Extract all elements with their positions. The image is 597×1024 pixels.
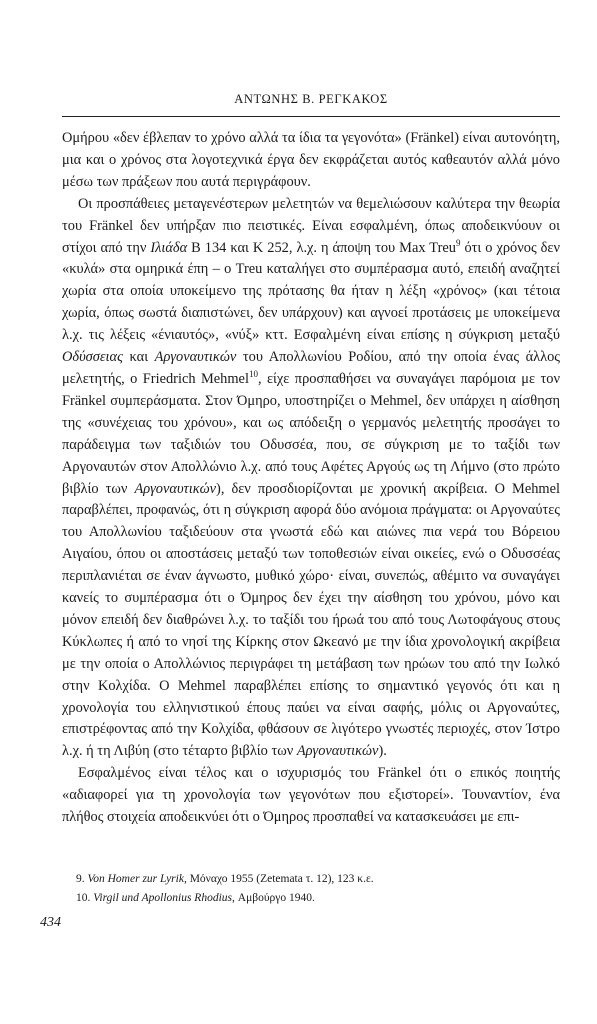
header-rule	[62, 116, 560, 117]
footnote-10: 10. Virgil und Apollonius Rhodius, Αμβούργο 1940.	[76, 892, 315, 904]
footnote-title: Virgil und Apollonius Rhodius	[93, 892, 233, 904]
paragraph-1: Ομήρου «δεν έβλεπαν το χρόνο αλλά τα ίδια τα γεγονότα» (Fränkel) είναι αυτονόητη, μια και ο χρόνος στα λογοτεχνικά έργα δεν εκφράζεται αυτός καθεαυτόν αλλά μόνο μέσω των πράξεων που αυτά περιγράφουν.	[62, 130, 560, 190]
page-number: 434	[40, 915, 61, 930]
body-text	[62, 128, 560, 829]
footnote-9: 9. Von Homer zur Lyrik, Μόναχο 1955 (Zetemata τ. 12), 123 κ.ε.	[76, 873, 374, 885]
work-title: Αργοναυτικών	[296, 743, 379, 760]
footnotes	[62, 870, 560, 908]
paragraph-3: Εσφαλμένος είναι τέλος και ο ισχυρισμός του Fränkel ότι ο επικός ποιητής «αδιαφορεί για τη χρονολογία των γεγονότων που εξιστορεί». Τουναντίον, ένα πλήθος στοιχεία αποδεικνύει ότι ο Όμηρος προσπαθεί να κατασκευάσει με επι-	[62, 765, 560, 826]
paragraph-2: Οι προσπάθειες μεταγενέστερων μελετητών να θεμελιώσουν καλύτερα την θεωρία του Fränkel δεν υπήρξαν πιο πειστικές. Είναι εσφαλμένη, όπως αποδεικνύουν οι στίχοι από την Ιλιάδα Β 134 και Κ 252, λ.χ. η άποψη του Max Treu$^9$ ότι ο χρόνος δεν «κυλά» στα ομηρικά έπη – ο Treu καταλήγει στο συμπέρασμα αυτό, επειδή αναζητεί χωρία στα οποία υποκείμενο της πρότασης θα ήταν η λέξη «χρόνος» (και τέτοια χωρία, όπως σωστά διαπιστώνει, δεν υπάρχουν) και αγνοεί προτάσεις με υποκείμενα λ.χ. τις λέξεις «ένιαυτός», «νύξ» κττ. Εσφαλμένη είναι επίσης η σύγκριση μεταξύ Οδύσσειας και Αργοναυτικών του Απολλωνίου Ροδίου, από την οποία ένας άλλος μελετητής, ο Friedrich Mehmel$^{10}$, είχε προσπαθήσει να συναγάγει παρόμοια με τον Fränkel συμπεράσματα. Στον Όμηρο, υποστηρίζει ο Mehmel, δεν υπάρχει η αίσθηση της «συνέχειας του χρόνου», και ως απόδειξη ο γερμανός μελετητής προσάγει το παράδειγμα των ταξιδιών του Οδυσσέα, που, σε σύγκριση με το ταξίδι των Αργοναυτών στον Απολλώνιο λ.χ. από τους Αφέτες Αργούς ως τη Λήμνο (στο πρώτο βιβλίο των Αργοναυτικών), δεν προσδιορίζονται με χρονική ακρίβεια. Ο Mehmel παραβλέπει, προφανώς, ότι η σύγκριση αφορά δύο ανόμοια πράγματα: οι Αργοναύτες του Απολλωνίου ταξιδεύουν στα γνωστά εδώ και αιώνες πια νερά του Βόρειου Αιγαίου, όπου οι αποστάσεις μεταξύ των τοποθεσιών είναι οικείες, ενώ ο Οδυσσέας περιπλανιέται σε έναν άγνωστο, μυθικό χώρο· είναι, συνεπώς, αθέμιτο να συναγάγει κανείς το συμπέρασμα ότι ο Όμηρος δεν έχει την αίσθηση του χρόνου, μόνο και μόνον επειδή δεν διαθρώνει λ.χ. το ταξίδι του ήρωά του από τους Λωτοφάγους στους Κύκλωπες ή από το νησί της Κίρκης στον Ωκεανό με την ίδια χρονολογική ακρίβεια με την οποία ο Απολλώνιος περιγράφει τη μετάβαση των ηρώων του από την Ιωλκό στην Κολχίδα. Ο Mehmel παραβλέπει επίσης το σημαντικό γεγονός ότι και η χρονολογία του ελληνιστικού έπους παύει να είναι σαφής, μόλις οι Αργοναύτες, επιστρέφοντας από την Κολχίδα, φθάσουν σε λιγότερο γνωστές περιοχές, στον Ίστρο λ.χ. ή τη Λιβύη (στο τέταρτο βιβλίο των Αργοναυτικών).	[62, 195, 561, 760]
work-title: Οδύσσειας	[62, 349, 123, 366]
footnote-ref-10[interactable]: 10	[248, 369, 258, 380]
running-head: ΑΝΤΩΝΗΣ Β. ΡΕΓΚΑΚΟΣ	[234, 92, 388, 106]
footnote-title: Von Homer zur Lyrik	[87, 873, 184, 885]
footnote-ref-9[interactable]: 9	[455, 237, 461, 248]
work-title: Ιλιάδα	[150, 239, 188, 256]
work-title: Αργοναυτικών	[134, 480, 217, 497]
work-title: Αργοναυτικών	[154, 349, 237, 366]
